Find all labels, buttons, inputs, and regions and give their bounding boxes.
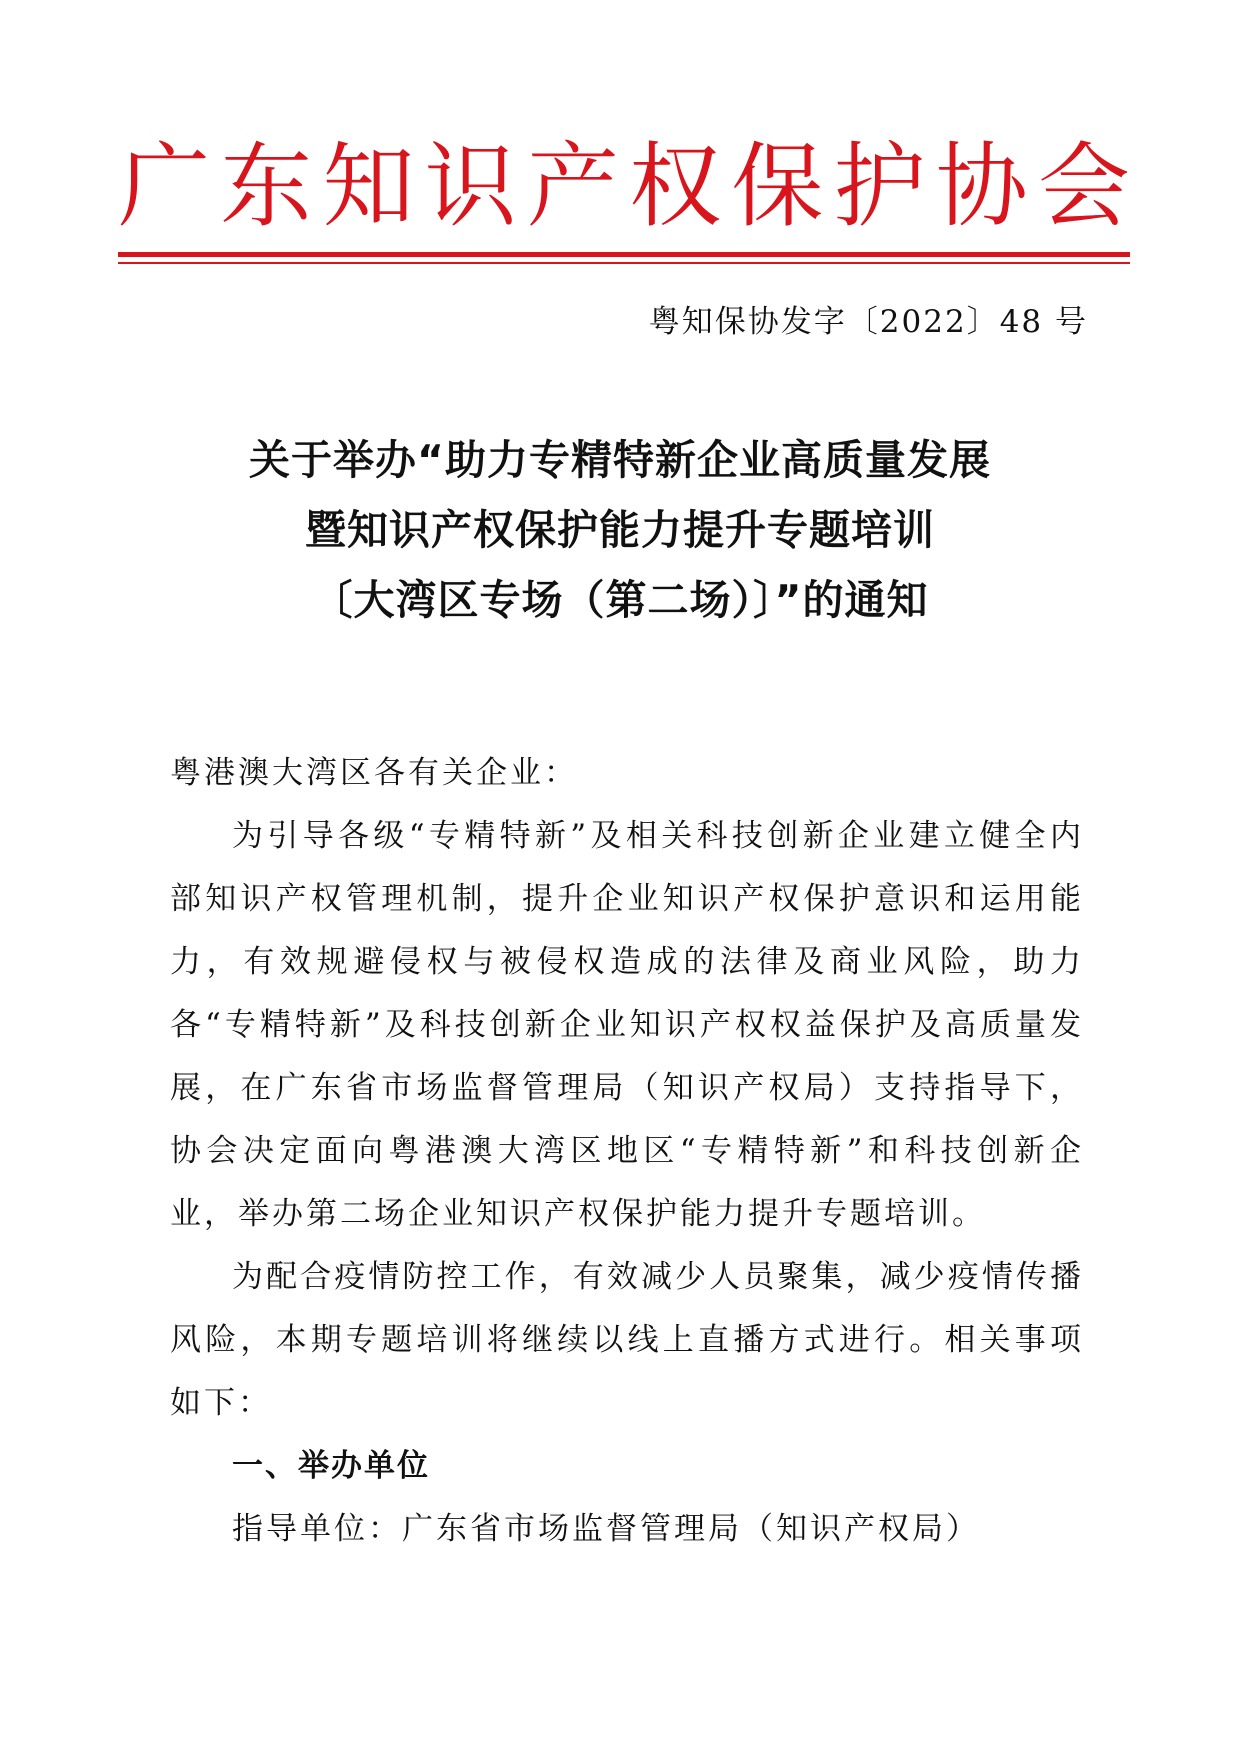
guiding-unit-line: 指导单位：广东省市场监督管理局（知识产权局）: [232, 1511, 980, 1547]
document-body: [170, 742, 1084, 1561]
document-title-line: 关于举办“助力专精特新企业高质量发展: [249, 436, 991, 484]
organization-header-char: 识: [424, 133, 517, 240]
organization-header-char: 会: [1037, 133, 1130, 240]
organization-header-char: 协: [935, 133, 1028, 240]
salutation: 粤港澳大湾区各有关企业：: [170, 755, 578, 791]
organization-header-char: 权: [629, 133, 722, 240]
section-heading-organizers: 一、举办单位: [232, 1448, 430, 1484]
body-paragraph: 为引导各级“专精特新”及相关科技创新企业建立健全内部知识产权管理机制，提升企业知识产权保护意识和运用能力，有效规避侵权与被侵权造成的法律及商业风险，助力各“专精特新”及科技创新企业知识产权权益保护及高质量发展，在广东省市场监督管理局（知识产权局）支持指导下，协会决定面向粤港澳大湾区地区“专精特新”和科技创新企业，举办第二场企业知识产权保护能力提升专题培训。: [170, 818, 1084, 1232]
body-paragraph: 为配合疫情防控工作，有效减少人员聚集，减少疫情传播风险，本期专题培训将继续以线上直播方式进行。相关事项如下：: [170, 1259, 1084, 1421]
organization-header-char: 广: [118, 133, 211, 240]
organization-header-char: 东: [220, 133, 313, 240]
document-number: 粤知保协发字〔2022〕48 号: [648, 304, 1088, 340]
organization-header: [118, 132, 1130, 242]
header-thick-divider: [118, 252, 1130, 257]
document-title-line: 〔大湾区专场（第二场）〕”的通知: [311, 576, 929, 624]
organization-header-char: 产: [526, 133, 619, 240]
organization-header-char: 知: [322, 133, 415, 240]
document-title-line: 暨知识产权保护能力提升专题培训: [305, 506, 935, 554]
header-thin-divider: [118, 262, 1130, 264]
organization-header-char: 保: [731, 133, 824, 240]
organization-header-char: 护: [833, 133, 926, 240]
document-title: [160, 425, 1080, 635]
